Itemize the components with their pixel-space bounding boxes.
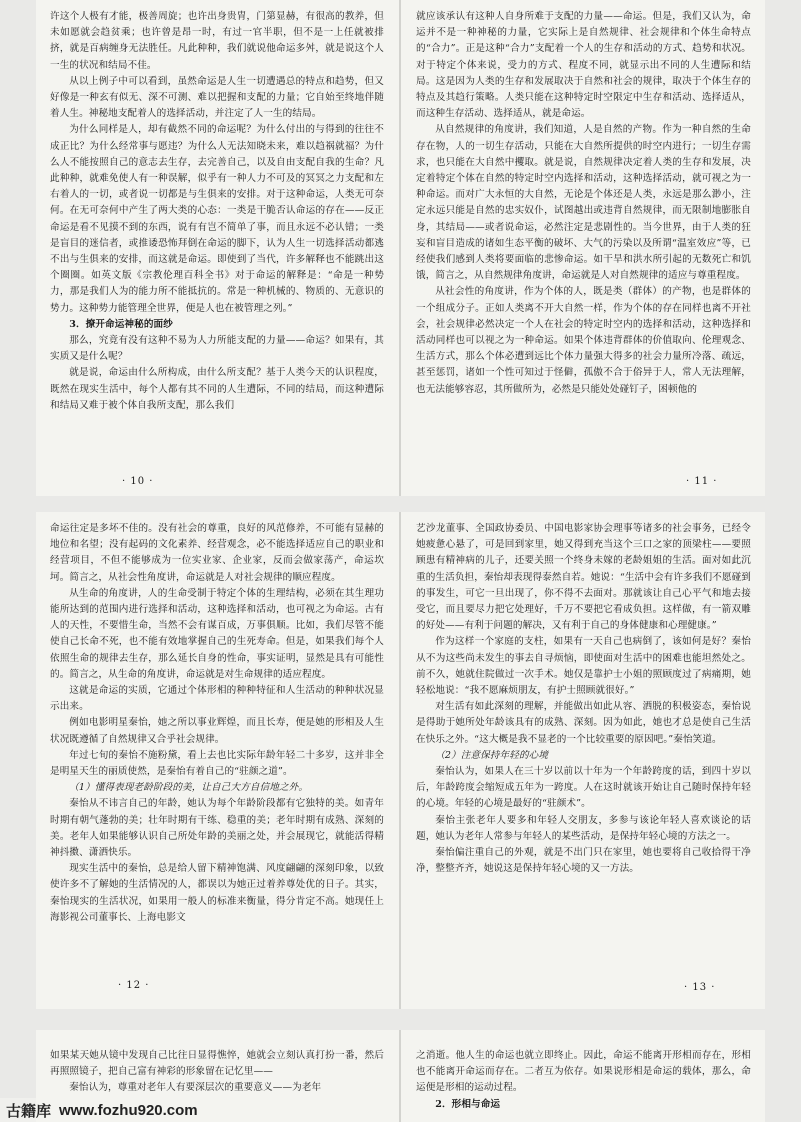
page-number: · 12 · xyxy=(118,980,150,991)
subheading: （2）注意保持年轻的心境 xyxy=(435,749,549,761)
watermark-site-name: 古籍库 xyxy=(6,1102,52,1120)
paragraph: 从社会性的角度讲，作为个体的人，既是类（群体）的产物，也是群体的一个组成分子。正如人类离不开大自然一样，作为个体的存在同样也离不开社会，社会规律必然决定一个人在社会的特定时空内的选择和活动，这种选择和活动同样也可以视之为一种命运。如果个体违背群体的价值取向、伦理观念、生活方式，那么个体必遭到远比个体力量强大得多的社会力量所冷落、疏远，甚至惩罚，诸如一个性可知过于怪僻，孤傲不合于俗异于人，常人无法理解，也无法能够容忍，其所做所为，必然是只能处处碰钉子，困顿他的 xyxy=(416,286,751,395)
paragraph: 对生活有如此深刻的理解，并能做出如此从容、洒脱的积极姿态，秦怡说是得助于她所处年龄该具有的成熟、深刻。因为如此，她也才总是使自己生活在快乐之外。“这大概是我不显老的一个比较重要的原因吧。”秦怡笑道。 xyxy=(416,701,751,745)
subheading: （1）懂得表现老龄阶段的美，让自己大方自信地之外。 xyxy=(69,782,309,794)
paragraph: 就是说，命运由什么所构成，由什么所支配？基于人类今天的认识程度，既然在现实生活中，每个人都有其不同的人生遭际，不同的结局，而这种遭际和结局又难于被个体自我所支配，那么我们 xyxy=(50,367,384,411)
paragraph: 秦怡认为，如果人在三十岁以前以十年为一个年龄跨度的话，到四十岁以后，年龄跨度会缩短成五年为一跨度。人在这时就该开始让自己随时保持年轻的心境。年轻的心境是最好的“驻颜术”。 xyxy=(416,766,751,810)
page-number: · 11 · xyxy=(686,476,718,487)
paragraph: 秦怡偏注重自己的外观，就是不出门只在家里，她也要将自己收拾得干净净，整整齐齐，她说这是保持年轻心境的又一方法。 xyxy=(416,847,751,875)
paragraph: 秦怡从不讳言自己的年龄，她认为每个年龄阶段都有它独特的美。如青年时期有朝气蓬勃的美；壮年时期有干练、稳重的美；老年时期有成熟、深刻的美。老年人如果能够认识自己所处年龄的美丽之处，并会展现它，就能活得精神抖擞、潇洒快乐。 xyxy=(50,798,384,859)
section-heading: 3．撩开命运神秘的面纱 xyxy=(69,318,173,330)
paragraph: 年过七旬的秦怡不施粉黛，看上去也比实际年龄年轻二十多岁，这并非全是明星天生的丽质使然，是秦怡有着自己的“驻颜之道”。 xyxy=(50,749,384,778)
page-gutter xyxy=(399,512,401,1009)
paragraph: 为什么同样是人，却有截然不同的命运呢？为什么付出的与得到的往往不成正比？为什么经常事与愿违？为什么人无法知晓未来，难以趋祸就福？为什么人不能按照自己的意志去生存，去完善自己，以及自由支配自我的生命？凡此种种，就难免使人有一种误解，似乎有一种人力不可及的冥冥之力支配和左右着人的一切，或者说一切都是与生俱来的安排。对于这种命运，人类无可奈何。在无可奈何中产生了两大类的心态：一类是干脆否认命运的存在——反正命运是看不见摸不到的东西，说有有岂不简单了事，而且永远不必认错；一类是盲目的迷信者，或推诿恐怖拜倒在命运的脚下，认为人生一切选择活动都逃不出与生俱来的安排，而这就是命运。即使到了当代，许多解释也不能跳出这个圈圈。如英文版《宗教伦理百科全书》对于命运的解释是：“命是一种势力，那是我们人为的能力所不能抵抗的。常是一种机械的、物质的、无意识的势力。这种势力能管理全世界，便是人也在被管理之列。” xyxy=(50,124,384,314)
book-page-spread-1 xyxy=(36,0,765,496)
page-12 xyxy=(36,512,398,926)
paragraph: 秦怡认为，尊重对老年人有要深层次的重要意义——为老年 xyxy=(69,1082,322,1094)
section-heading: 2．形相与命运 xyxy=(435,1098,501,1110)
book-page-spread-2 xyxy=(36,512,765,1009)
paragraph: 如果某天她从镜中发现自己比往日显得憔悴，她就会立刻认真打扮一番，然后再照照镜子，把自己富有神彩的形象留在记忆里—— xyxy=(50,1050,384,1078)
page-15 xyxy=(402,1030,765,1113)
paragraph: 作为这样一个家庭的支柱，如果有一天自己也病倒了，该如何是好？秦怡从不为这些尚未发生的事去自寻烦恼，即使面对生活中的困难也能坦然处之。前不久，她就住院做过一次手术。她仅是靠护士小姐的照顾度过了病痛期，她轻松地说：“我不愿麻烦朋友，有护士照顾就很好。” xyxy=(416,636,751,697)
page-number: · 13 · xyxy=(684,982,716,993)
page-gutter xyxy=(399,0,401,496)
paragraph: 许这个人极有才能，极善周旋；也许出身贵胄，门第显赫，有很高的教养，但未如愿就会趋贫乘；也许曾是昂一时，有过一官半职，但不是一上任就被排挤，就是百病缠身无法胜任。凡此种种，我们就说他命运多舛，就是说这个人一生的状况和结局不佳。 xyxy=(50,11,384,71)
paragraph: 从以上例子中可以看到，虽然命运是人生一切遭遇总的特点和趋势，但又好像是一种玄有似无、深不可测、难以把握和支配的力量；它自始至终地伴随着人生。神秘地支配着人的选择活动，并注定了人一生的结局。 xyxy=(50,75,384,120)
page-11 xyxy=(402,0,765,398)
page-gutter xyxy=(399,1030,401,1122)
page-13 xyxy=(402,512,765,877)
paragraph: 现实生活中的秦怡，总是给人留下精神饱满、风度翩翩的深刻印象，以致使许多不了解她的生活情况的人，都误以为她正过着养尊处优的日子。其实，秦怡现实的生活状况，如果用一般人的标准来衡量，得分肯定不高。她现任上海影视公司董事长、上海电影文 xyxy=(50,863,384,923)
paragraph: 艺沙龙董事、全国政协委员、中国电影家协会理事等诸多的社会事务，已经令她疲惫心悬了，可是回到家里，她又得到充当这个三口之家的顶梁柱——要照顾患有精神病的儿子，还要关照一个终身未嫁的老龄姐姐的生活。面对如此沉重的生活负担，秦怡却表现得泰然自若。她说：“生活中会有许多我们不愿碰到的事发生，可它一旦出现了，你不得不去面对。那就该让自己心平气和地去接受它，而且要尽力把它处理好，千万不要把它看成负担。这样做，有一箭双雕的好处——有利于问题的解决，又有利于自己的身体健康和心理健康。” xyxy=(416,523,751,632)
paragraph: 命运往定是多坏不佳的。没有社会的尊重，良好的风范修养，不可能有显赫的地位和名望；没有起码的文化素养、经营观念，必不能选择适应自己的职业和经营项目，不但不能够成为一位实业家、企业家，反而会做家荡产，命运坎坷。简言之，从社会性角度讲，命运就是人对社会规律的顺应程度。 xyxy=(50,523,384,583)
paragraph: 这就是命运的实质，它通过个体形相的种种特征和人生活动的种种状况显示出来。 xyxy=(50,685,384,713)
paragraph: 例如电影明星秦怡，她之所以事业辉煌，而且长寿，便是她的形相及人生状况既遵循了自然规律又合乎社会规律。 xyxy=(50,717,384,745)
paragraph: 就应该承认有这种人自身所难于支配的力量——命运。但是，我们又认为，命运并不是一种神秘的力量，它实际上是自然规律、社会规律和个体生命特点的“合力”。正是这种“合力”支配着一个人的生存和活动的方式、趋势和状况。对于特定个体来说，受力的方式、程度不同，就显示出不同的人生遭际和结局。这是因为人类的生存和发展取决于自然和社会的规律，取决于个体生存的特点及其趋行策略。人类只能在这种特定时空限定中生存和活动、选择适从，而这种生存活动、选择适从，就是命运。 xyxy=(416,11,751,120)
page-10 xyxy=(36,0,398,414)
site-watermark xyxy=(0,1098,208,1122)
page-14 xyxy=(36,1030,398,1097)
paragraph: 从自然规律的角度讲，我们知道，人是自然的产物。作为一种自然的生命存在物，人的一切生存活动，只能在大自然所提供的时空内进行；一切生存需求，也只能在大自然中攫取。就是说，自然规律决定着人类的生存和发展，决定着特定个体在自然的特定时空内选择和活动，这种选择活动，就可视之为一种命运。而对广大永恒的大自然，无论是个体还是人类，永远是那么渺小，注定永远只能是自然的忠实奴仆，试图越出或违背自然规律，而无限制地膨胀自身，其结局——或者说命运，必然注定是悲剧性的。当今世界，由于人类的狂妄和盲目造成的诸如生态平衡的破坏、大气的污染以及所谓“温室效应”等，已经使我们感到人类将要面临的悲惨命运。如干旱和洪水所引起的无数死亡和饥饿，简言之，从自然规律角度讲，命运就是人对自然规律的适应与尊重程度。 xyxy=(416,124,751,282)
watermark-url: www.fozhu920.com xyxy=(59,1101,198,1119)
paragraph: 从生命的角度讲，人的生命受制于特定个体的生理结构，必须在其生理功能所达到的范围内进行选择和活动，这种选择和活动，也可视之为命运。古有人的天性，不要惜生命，当然不会有谋百成，万事俱顺。比如，我们尽管不能使自己长命不死，也不能有效地掌握自己的生死寿命。但是，如果我们每个人依照生命的规律去生存，那么延长自身的性命，事实证明，显然是具有可能性的。简言之，从生命的角度讲，命运就是对生命规律的适应程度。 xyxy=(50,587,384,680)
paragraph: 那么，究竟有没有这种不易为人力所能支配的力量——命运？如果有，其实质又是什么呢？ xyxy=(50,335,384,363)
paragraph: 秦怡主张老年人要多和年轻人交朋友，多参与该论年轻人喜欢谈论的话题，她认为老年人常参与年轻人的某些活动，是保持年轻心境的方法之一。 xyxy=(416,814,751,842)
paragraph: 之消逝。他人生的命运也就立即终止。因此，命运不能离开形相而存在，形相也不能离开命运而存在。二者互为依存。如果说形相是命运的载体，那么，命运便是形相的运动过程。 xyxy=(416,1050,751,1094)
page-number: · 10 · xyxy=(122,476,154,487)
